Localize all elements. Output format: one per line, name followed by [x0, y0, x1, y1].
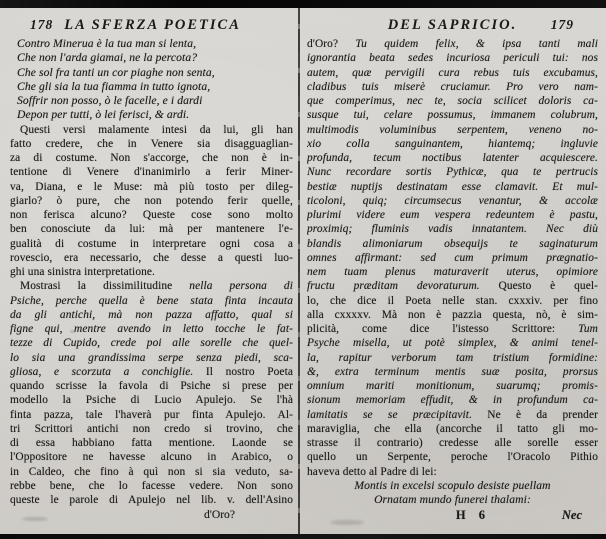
text-segment: tri Scrittori antichi non credo si trovino, che [10, 422, 293, 435]
text-segment: proximiq; fluminis vadis innatantem. Nec diù [307, 223, 598, 236]
text-line [10, 108, 293, 122]
text-segment: la, rapitur verborum tam tristium formidine: [307, 351, 598, 364]
text-segment: Tum [578, 323, 598, 335]
text-line [307, 351, 598, 365]
text-line [10, 151, 293, 165]
text-segment: finta pazza, tale l'haverà pur finta Apulejo. Al- [10, 408, 293, 421]
text-segment: lo sia una grandissima serpe senza piedi, sca- [10, 351, 293, 364]
text-line [307, 322, 598, 336]
text-line [307, 66, 598, 80]
text-line [10, 408, 293, 422]
scan-border-top [0, 0, 606, 8]
right-page [307, 8, 598, 525]
right-running-title: DEL SAPRICIO. [387, 17, 518, 33]
text-segment: Mostrasi la dissimilitudine [20, 280, 190, 293]
right-page-header [307, 17, 598, 35]
text-line [307, 450, 598, 464]
text-segment: da gli antichi, mà non pazza affatto, qual si [10, 308, 293, 321]
text-segment: Che non l'arda giamai, ne la percota? [17, 51, 198, 65]
text-segment: modello la Psiche di Lucio Apulejo. Se l'hà [10, 394, 293, 407]
text-line [307, 165, 598, 179]
text-segment: sionum memoriam effudit, & in profundum ca- [307, 394, 598, 407]
text-segment: strasse il contrario) credesse alle sorelle esser [307, 437, 598, 449]
text-line [10, 393, 293, 407]
paper-smudge [70, 330, 75, 333]
right-catchword: Nec [561, 508, 582, 523]
text-segment: fructu præditam devoraturum. [307, 280, 499, 293]
text-line [10, 180, 293, 194]
text-segment: Questi versi malamente intesi da lui, gli han [20, 123, 293, 136]
text-line [10, 351, 293, 365]
text-segment: gualità di costume in interpretare ogni cosa a [10, 237, 293, 250]
text-line [307, 180, 598, 194]
text-segment: bestiæ nuptijs destinatam esse clamavit. Et mul- [307, 180, 598, 193]
left-catchword-row [10, 507, 293, 522]
text-segment: maraviglia, che ella (ancorche il tatto gli mo- [307, 422, 598, 435]
text-line [10, 322, 293, 336]
left-catchword: d'Oro? [203, 508, 235, 522]
paper-smudge [22, 517, 48, 521]
text-block-apuleius-quotation [307, 37, 598, 479]
text-segment: nella persona di [189, 280, 293, 293]
text-segment: Che sol fra tanti un cor piaghe non senta, [17, 65, 215, 79]
right-page-text [307, 37, 598, 507]
paper-smudge [330, 520, 364, 525]
text-segment: non ferisca alcuno? Queste cose sono molto [10, 209, 293, 221]
text-line [307, 479, 598, 493]
text-line [10, 422, 293, 436]
text-line [307, 108, 598, 122]
signature-mark: H 6 [455, 508, 490, 523]
text-line [10, 94, 293, 108]
text-segment: in Caldeo, che fino à quì non si sia veduto, sa- [10, 465, 293, 478]
text-line [307, 51, 598, 65]
text-line [307, 422, 598, 436]
text-block-commentary-2 [10, 279, 293, 507]
text-segment: Il nostro Poeta [205, 365, 293, 378]
text-segment: ghi una sinistra interpretatione. [10, 266, 156, 278]
text-line [307, 294, 598, 308]
text-segment: multimodis voluminibus serpentem, veneno no- [307, 123, 598, 136]
text-segment: Nunc recordare sortis Pythicæ, qua te pertrucis [307, 166, 598, 179]
text-line [307, 265, 598, 279]
text-line [307, 94, 598, 108]
text-line [307, 37, 598, 51]
text-segment: profunda, tecum noctibus latenter acquiescere. [307, 152, 598, 164]
text-segment: autem, quæ pervigili cura rebus tuis excubamus, [307, 66, 598, 79]
text-line [307, 237, 598, 251]
text-segment: rovescio, era necessario, che desse a questi luo- [10, 251, 293, 264]
text-line [10, 279, 293, 293]
text-segment: ticoloni, quiq; circumsecus venantur, & accolæ [307, 194, 598, 207]
left-running-title: LA SFERZA POETICA [64, 17, 241, 33]
text-line [10, 365, 293, 379]
text-segment: susque tui, celare possumus, immanem colubrum, [307, 109, 598, 122]
text-segment: Psiche, perche quella è bene stata finta incauta [10, 294, 293, 307]
text-block-oracle-verse [307, 479, 598, 508]
text-line [307, 251, 598, 265]
text-segment: haveva detto al Padre di lei: [307, 465, 437, 478]
text-line [10, 308, 293, 322]
text-segment: Soffrir non posso, ò le facelle, e i dardi [17, 94, 203, 107]
text-line [10, 165, 293, 179]
text-line [307, 379, 598, 393]
text-segment: Questo è quel- [498, 280, 598, 293]
text-segment: xio colla sanguinantem, hiantemq; ingluvie [307, 137, 598, 150]
text-segment: plicità, come dice l'istesso Scrittore: [307, 323, 579, 335]
text-segment: lamitatis se se præcipitavit. [307, 408, 488, 421]
text-segment: Ornatam mundo funerei thalami: [374, 493, 531, 506]
text-line [10, 37, 293, 51]
left-page-header [10, 17, 293, 35]
text-segment: Ne è da prender [487, 408, 598, 421]
text-segment: plurimi videre eum vespera redeuntem è pastu, [307, 209, 598, 221]
text-line [10, 379, 293, 393]
text-line [10, 450, 293, 464]
left-page-number: 178 [30, 17, 54, 32]
text-line [10, 123, 293, 137]
text-segment: omnium mariti monitionum, suarumq; promis- [307, 380, 598, 392]
text-line [10, 294, 293, 308]
text-line [10, 479, 293, 493]
text-line [10, 493, 293, 507]
text-segment: nem tuam plenus maturaverit uterus, opimiore [307, 266, 598, 278]
text-line [307, 393, 598, 407]
text-segment: za di costume. Non s'accorge, che non è in- [10, 152, 293, 164]
text-line [10, 80, 293, 94]
text-segment: d'Oro? [307, 38, 356, 50]
text-segment: &, extra terminum mentis suæ posita, prorsus [307, 365, 598, 378]
text-block-opening-verse [10, 37, 293, 123]
text-segment: alla cxxxxv. Mà non è pazzia questa, nò, è sim- [307, 308, 598, 321]
text-segment: tezze di Cupido, crede poi alle sorelle che quel- [10, 337, 293, 350]
text-line [10, 465, 293, 479]
text-line [10, 51, 293, 65]
text-line [307, 465, 598, 479]
text-segment: va, Diana, e le Muse: mà più tosto per dileg- [10, 180, 293, 193]
text-line [307, 336, 598, 350]
text-segment: gliosa, e scorzuta a conchiglie. [10, 365, 206, 378]
text-line [307, 436, 598, 450]
text-line [10, 436, 293, 450]
text-segment: Contro Minerua è la tua man si lenta, [17, 37, 197, 50]
text-line [307, 365, 598, 379]
text-segment: Tu quidem felix, & ipsa tanti mali [355, 38, 598, 50]
text-line [307, 222, 598, 236]
text-segment: cladibus tuis miserè cruciamur. Pro vero nam- [307, 80, 598, 93]
text-segment: giarlo? ò pure, che non potendo ferir quelle, [10, 194, 293, 207]
page-gutter-line [298, 8, 300, 534]
text-line [10, 265, 293, 279]
text-segment: di essa habbiano fatta mentione. Laonde se [10, 437, 293, 449]
text-line [10, 237, 293, 251]
text-line [10, 66, 293, 80]
text-line [307, 279, 598, 293]
text-line [10, 194, 293, 208]
text-line [10, 222, 293, 236]
text-line [10, 208, 293, 222]
text-line [307, 123, 598, 137]
text-line [10, 137, 293, 151]
text-line [10, 251, 293, 265]
text-line [307, 151, 598, 165]
text-segment: quando scrisse la favola di Psiche si prese per [10, 380, 293, 392]
text-segment: Che gli sia la tua fiamma in tutto ignota, [17, 79, 211, 93]
text-line [307, 308, 598, 322]
text-line [307, 208, 598, 222]
text-line [307, 408, 598, 422]
text-segment: l'Oppositore ne havesse alcuno in Arabico, o [10, 451, 293, 464]
text-segment: rebbe bene, che lo facesse vedere. Non sono [10, 479, 293, 492]
text-segment: tentione di Venere d'inanimirlo a ferir Miner- [10, 166, 293, 179]
text-segment: Montis in excelsi scopulo desiste puellam [354, 478, 551, 492]
scan-border-bottom [0, 534, 606, 539]
text-block-commentary-1 [10, 123, 293, 280]
text-line [307, 493, 598, 507]
text-segment: fatto credere, che in Venere sia disagguaglian- [10, 137, 293, 150]
text-segment: queste le parole di Apulejo nel lib. v. dell'Asino [10, 494, 293, 506]
text-segment: que comperimus, nec te, socia scilicet doloris ca- [307, 95, 598, 107]
right-page-number: 179 [550, 17, 574, 32]
text-line [307, 80, 598, 94]
text-segment: figne qui, mentre avendo in letto tocche le fat- [10, 323, 293, 335]
text-line [10, 336, 293, 350]
left-page [10, 8, 293, 522]
text-segment: Depon per tutti, ò lei ferisci, & ardi. [17, 108, 190, 122]
text-segment: omnes affirmant: sed cum primum prægnatio- [307, 251, 598, 264]
text-segment: ben conosciute da lui: mà per mantenere l'e- [10, 223, 293, 236]
left-page-text [10, 37, 293, 507]
text-line [307, 137, 598, 151]
text-segment: quello un Serpente, peroche l'Oracolo Pithio [307, 451, 598, 464]
text-segment: blandis alimoniarum obsequijs te saginaturum [307, 237, 598, 250]
text-segment: lo, che dice il Poeta nelle stan. cxxxiv. per fino [307, 294, 598, 307]
text-segment: Psyche misella, ut potè simplex, & animi tenel- [307, 337, 598, 350]
text-line [307, 194, 598, 208]
text-segment: ignorantia beata sedes incuriosa periculi tui: nos [307, 52, 598, 65]
